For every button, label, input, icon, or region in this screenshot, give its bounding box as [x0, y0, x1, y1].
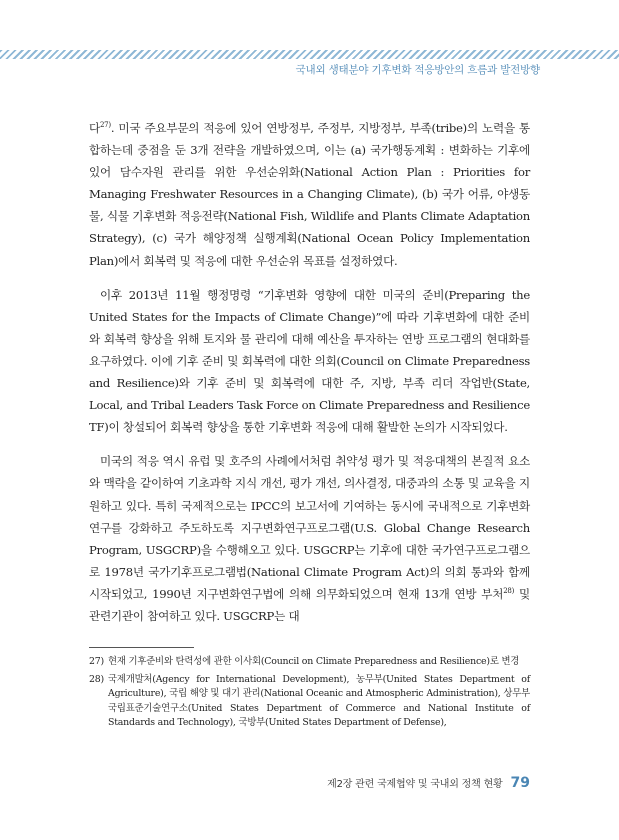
paragraph-1	[89, 117, 530, 272]
footnote-number: 27)	[89, 656, 104, 667]
header-hatch-band	[0, 50, 619, 59]
page-footer	[327, 775, 530, 791]
footnote-ref-28[interactable]: 28)	[503, 587, 515, 596]
paragraph-3	[89, 450, 530, 627]
paragraph-1-lead: 다	[89, 121, 100, 135]
footnote-number: 28)	[89, 674, 104, 686]
paragraph-1-text: . 미국 주요부문의 적응에 있어 연방정부, 주정부, 지방정부, 부족(tribe)의 노력을 통합하는데 중점을 둔 3개 전략을 개발하였으며, 이는 (a) 국가행동계획 : 변화하는 기후에 있어 담수자원 관리를 위한 우선순위화(National Action Plan : Priorities for Managing Freshwater Resources in a Changing Climate), (b) 국가 어류, 야생동물, 식물 기후변화 적응전략(National Fish, Wildlife and Plants Climate Adaptation Strategy), (c) 국가 해양정책 실행계획(National Ocean Policy Implementation Plan)에서 회복력 및 적응에 대한 우선순위 목표를 설정하였다.	[89, 121, 530, 268]
paragraph-3-text: 미국의 적응 역시 유럽 및 호주의 사례에서처럼 취약성 평가 및 적응대책의 본질적 요소와 맥락을 같이하여 기초과학 지식 개선, 평가 개선, 의사결정, 대중과의 소통 및 교육을 지원하고 있다. 특히 국제적으로는 IPCC의 보고서에 기여하는 동시에 국내적으로 기후변화연구를 강화하고 주도하도록 지구변화연구프로그램(U.S. Global Change Research Program, USGCRP)을 수행해오고 있다. USGCRP는 기후에 대한 국가연구프로그램으로 1978년 국가기후프로그램법(National Climate Program Act)의 의회 통과와 함께 시작되었고, 1990년 지구변화연구법에 의해 의무화되었으며 현재 13개 연방 부처	[89, 454, 530, 601]
footnote-text: 현재 기후준비와 탄력성에 관한 이사회(Council on Climate Preparedness and Resilience)로 변경	[108, 656, 520, 667]
footnote-divider	[89, 647, 194, 648]
page-number: 79	[510, 775, 530, 791]
paragraph-3-tail: 및 관련기관이 참여하고 있다. USGCRP는 대	[89, 586, 530, 623]
body-text	[89, 117, 530, 639]
footer-chapter-title: 제2장 관련 국제협약 및 국내외 정책 현황	[327, 779, 503, 790]
footnotes	[89, 655, 530, 734]
footnote-text: 국제개발처(Agency for International Development), 농무부(United States Department of Agriculture), 국립 해양 및 대기 관리(National Oceanic and Atmospheric Administration), 상무부 국립표준기술연구소(United States Department of Commerce and National Institute of Standards and Technology), 국방부(United States Department of Defense),	[108, 674, 530, 728]
running-header-title: 국내외 생태분야 기후변화 적응방안의 흐름과 발전방향	[295, 64, 540, 76]
footnote-ref-27[interactable]: 27)	[99, 121, 111, 130]
footnote-27	[89, 655, 530, 669]
footnote-28	[89, 673, 530, 730]
paragraph-2: 이후 2013년 11월 행정명령 “기후변화 영향에 대한 미국의 준비(Preparing the United States for the Impacts of Climate Change)”에 따라 기후변화에 대한 준비와 회복력 향상을 위해 토지와 물 관리에 대해 예산을 투자하는 연방 프로그램의 현대화를 요구하였다. 이에 기후 준비 및 회복력에 대한 의회(Council on Climate Preparedness and Resilience)와 기후 준비 및 회복력에 대한 주, 지방, 부족 리더 작업반(State, Local, and Tribal Leaders Task Force on Climate Preparedness and Resilience TF)이 창설되어 회복력 향상을 통한 기후변화 적응에 대해 활발한 논의가 시작되었다.	[89, 287, 530, 435]
